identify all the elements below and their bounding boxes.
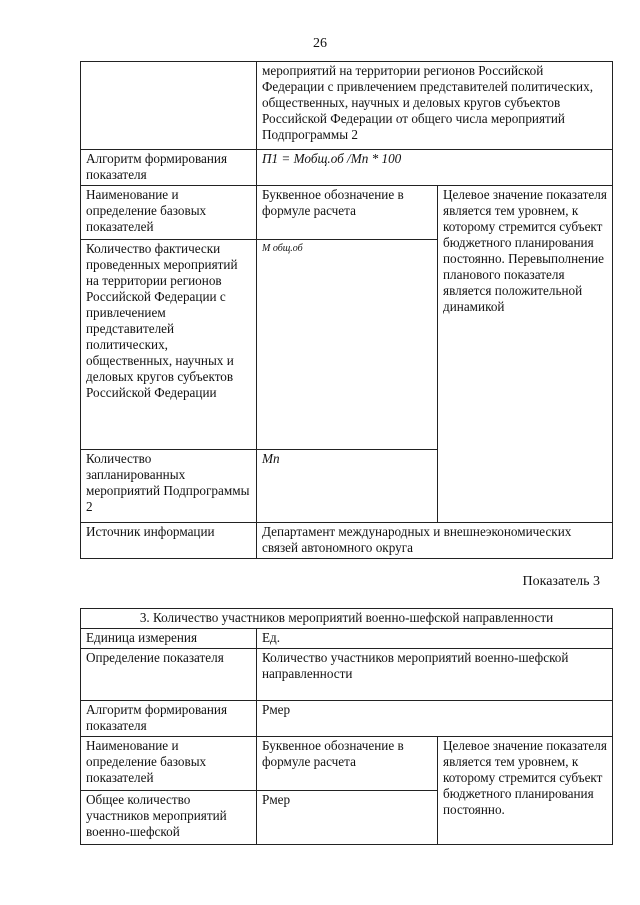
definition-continuation: мероприятий на территории регионов Российской Федерации с привлечением представителей политических, общественных, научных и деловых кругов субъектов Российской Федерации от общего числа мероприятий Подпрограммы 2 — [257, 62, 613, 150]
indicator-table-3 — [80, 608, 613, 845]
symbol-m-obsch-ob: М общ.об — [257, 240, 438, 450]
letter-designation-label: Буквенное обозначение в формуле расчета — [257, 737, 438, 791]
indicator-table-2 — [80, 61, 613, 559]
definition-label: Определение показателя — [81, 649, 257, 701]
definition-value: Количество участников мероприятий военно-шефской направленности — [257, 649, 613, 701]
algorithm-label: Алгоритм формирования показателя — [81, 701, 257, 737]
indicator-title: 3. Количество участников мероприятий военно-шефской направленности — [81, 609, 613, 629]
source-value: Департамент международных и внешнеэкономических связей автономного округа — [257, 523, 613, 559]
base-indicators-label: Наименование и определение базовых показателей — [81, 737, 257, 791]
base-indicator-planned-events: Количество запланированных мероприятий Подпрограммы 2 — [81, 450, 257, 523]
algorithm-value: Pмер — [257, 701, 613, 737]
base-indicator-participants: Общее количество участников мероприятий военно-шефской — [81, 791, 257, 845]
algorithm-label: Алгоритм формирования показателя — [81, 150, 257, 186]
source-label: Источник информации — [81, 523, 257, 559]
symbol-m-p: Мп — [257, 450, 438, 523]
symbol-p-mer: Pмер — [257, 791, 438, 845]
unit-value: Ед. — [257, 629, 613, 649]
target-value-text: Целевое значение показателя является тем уровнем, к которому стремится субъект бюджетного планирования постоянно. — [438, 737, 613, 845]
letter-designation-label: Буквенное обозначение в формуле расчета — [257, 186, 438, 240]
target-value-text: Целевое значение показателя является тем уровнем, к которому стремится субъект бюджетного планирования постоянно. Перевыполнение планового показателя является положительной динамикой — [438, 186, 613, 523]
unit-label: Единица измерения — [81, 629, 257, 649]
algorithm-formula: П1 = Мобщ.об /Мп * 100 — [257, 150, 613, 186]
page-number: 26 — [313, 36, 327, 51]
indicator-caption: Показатель 3 — [522, 574, 600, 589]
base-indicators-label: Наименование и определение базовых показателей — [81, 186, 257, 240]
base-indicator-actual-events: Количество фактически проведенных мероприятий на территории регионов Российской Федерации с привлечением представителей политических, общественных, научных и деловых кругов субъектов Российской Федерации — [81, 240, 257, 450]
empty-cell — [81, 62, 257, 150]
